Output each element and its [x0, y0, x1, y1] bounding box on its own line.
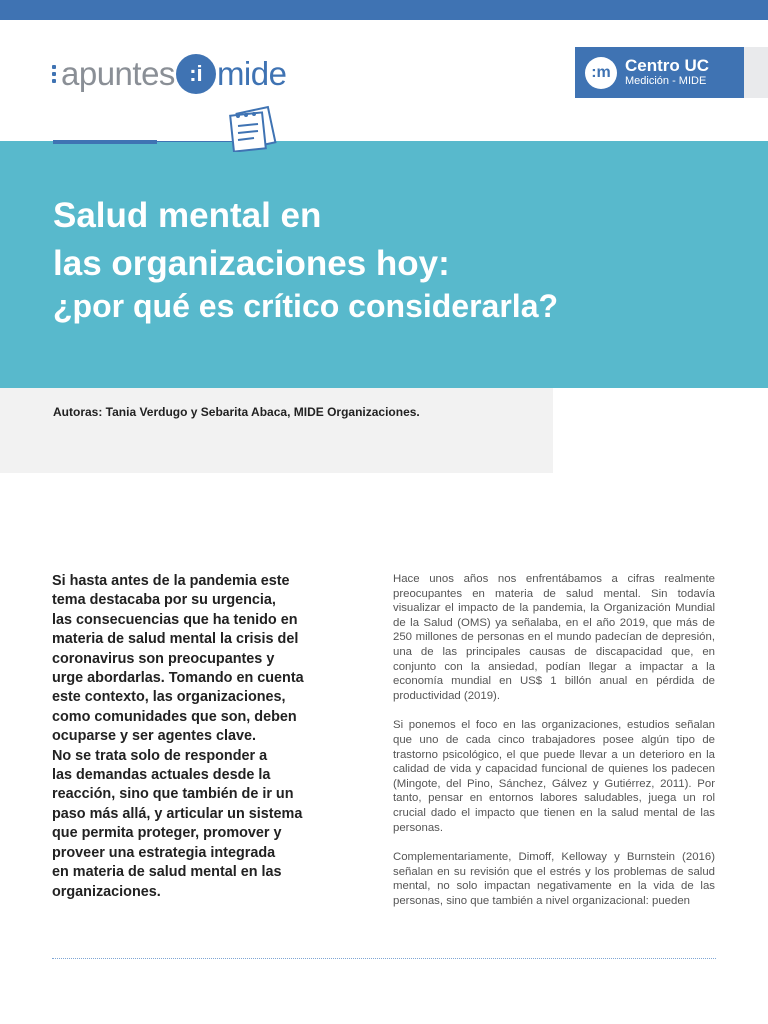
accent-line — [53, 140, 157, 144]
badge-title: Centro UC — [625, 56, 710, 75]
badge-side-panel — [744, 47, 768, 98]
notes-clipboard-icon — [222, 104, 280, 152]
lead-paragraph — [52, 572, 310, 902]
lead-line: proveer una estrategia integrada — [52, 844, 276, 861]
lead-line: este contexto, las organizaciones, — [52, 689, 286, 706]
lead-line: tema destacaba por su urgencia, — [52, 592, 276, 609]
lead-line: materia de salud mental la crisis del — [52, 631, 299, 648]
page-title — [53, 192, 450, 288]
authors-box — [0, 388, 553, 473]
page-subtitle: ¿por qué es crítico considerarla? — [53, 288, 559, 324]
lead-line: No se trata solo de responder a — [52, 747, 268, 764]
lead-line: que permita proteger, promover y — [52, 825, 282, 842]
logo-word-mide: mide — [216, 55, 287, 92]
centro-uc-badge — [575, 47, 744, 98]
lead-line: como comunidades que son, deben — [52, 708, 297, 725]
top-color-bar — [0, 0, 768, 20]
lead-part-1 — [52, 572, 310, 747]
lead-line: paso más allá, y articular un sistema — [52, 805, 303, 822]
lead-line: las consecuencias que ha tenido en — [52, 611, 298, 628]
title-line-2: las organizaciones hoy: — [53, 244, 450, 283]
lead-line: coronavirus son preocupantes y — [52, 650, 275, 667]
lead-line: urge abordarlas. Tomando en cuenta — [52, 670, 304, 687]
body-paragraph-3: Complementariamente, Dimoff, Kelloway y Burnstein (2016) señalan en su revisión que el estrés y los problemas de salud mental, no solo impactan negativamente en la vida de las personas, sino que también a nivel organizacional: pueden — [393, 851, 715, 907]
lead-line: organizaciones. — [52, 883, 161, 900]
lead-line: ocuparse y ser agentes clave. — [52, 728, 256, 745]
lead-line: en materia de salud mental en las — [52, 864, 282, 881]
dotted-divider — [52, 958, 716, 959]
lead-line: reacción, sino que también de ir un — [52, 786, 294, 803]
apuntes-mide-logo — [52, 50, 286, 98]
lead-line: Si hasta antes de la pandemia este — [52, 573, 290, 589]
body-column — [393, 572, 715, 923]
logo-dots-icon — [52, 65, 56, 83]
logo-word-apuntes: apuntes — [61, 55, 175, 92]
centro-uc-logo-icon: :m — [585, 57, 617, 89]
logo-circle-icon: :i — [176, 54, 216, 94]
lead-line: las demandas actuales desde la — [52, 767, 271, 784]
badge-subtitle: Medición - MIDE — [625, 75, 707, 87]
authors-line: Autoras: Tania Verdugo y Sebarita Abaca, MIDE Organizaciones. — [53, 405, 420, 419]
body-paragraph-2: Si ponemos el foco en las organizaciones, estudios señalan que uno de cada cinco trabajadores posee algún tipo de trastorno psicológico, el que puede llevar a un deterioro en la calidad de vida y capacidad funcional de quienes los padecen (Mingote, del Pino, Sánchez, Gálvez y Gutiérrez, 2011). Por tanto, pensar en entornos labores saludables, juega un rol crucial dado el impacto que tienen en la salud mental de las personas. — [393, 719, 715, 834]
lead-part-2 — [52, 747, 310, 902]
body-paragraph-1: Hace unos años nos enfrentábamos a cifras realmente preocupantes en materia de salud mental. Sin todavía visualizar el impacto de la pandemia, la Organización Mundial de la Salud (OMS) ya señalaba, en el año 2019, que más de 250 millones de personas en el mundo padecían de depresión, una de las principales causas de discapacidad que, en conjunto con la ansiedad, podían llegar a impactar a la economía mundial en US$ 1 billón anual en pérdida de productividad (2019). — [393, 573, 715, 702]
title-line-1: Salud mental en — [53, 196, 322, 235]
